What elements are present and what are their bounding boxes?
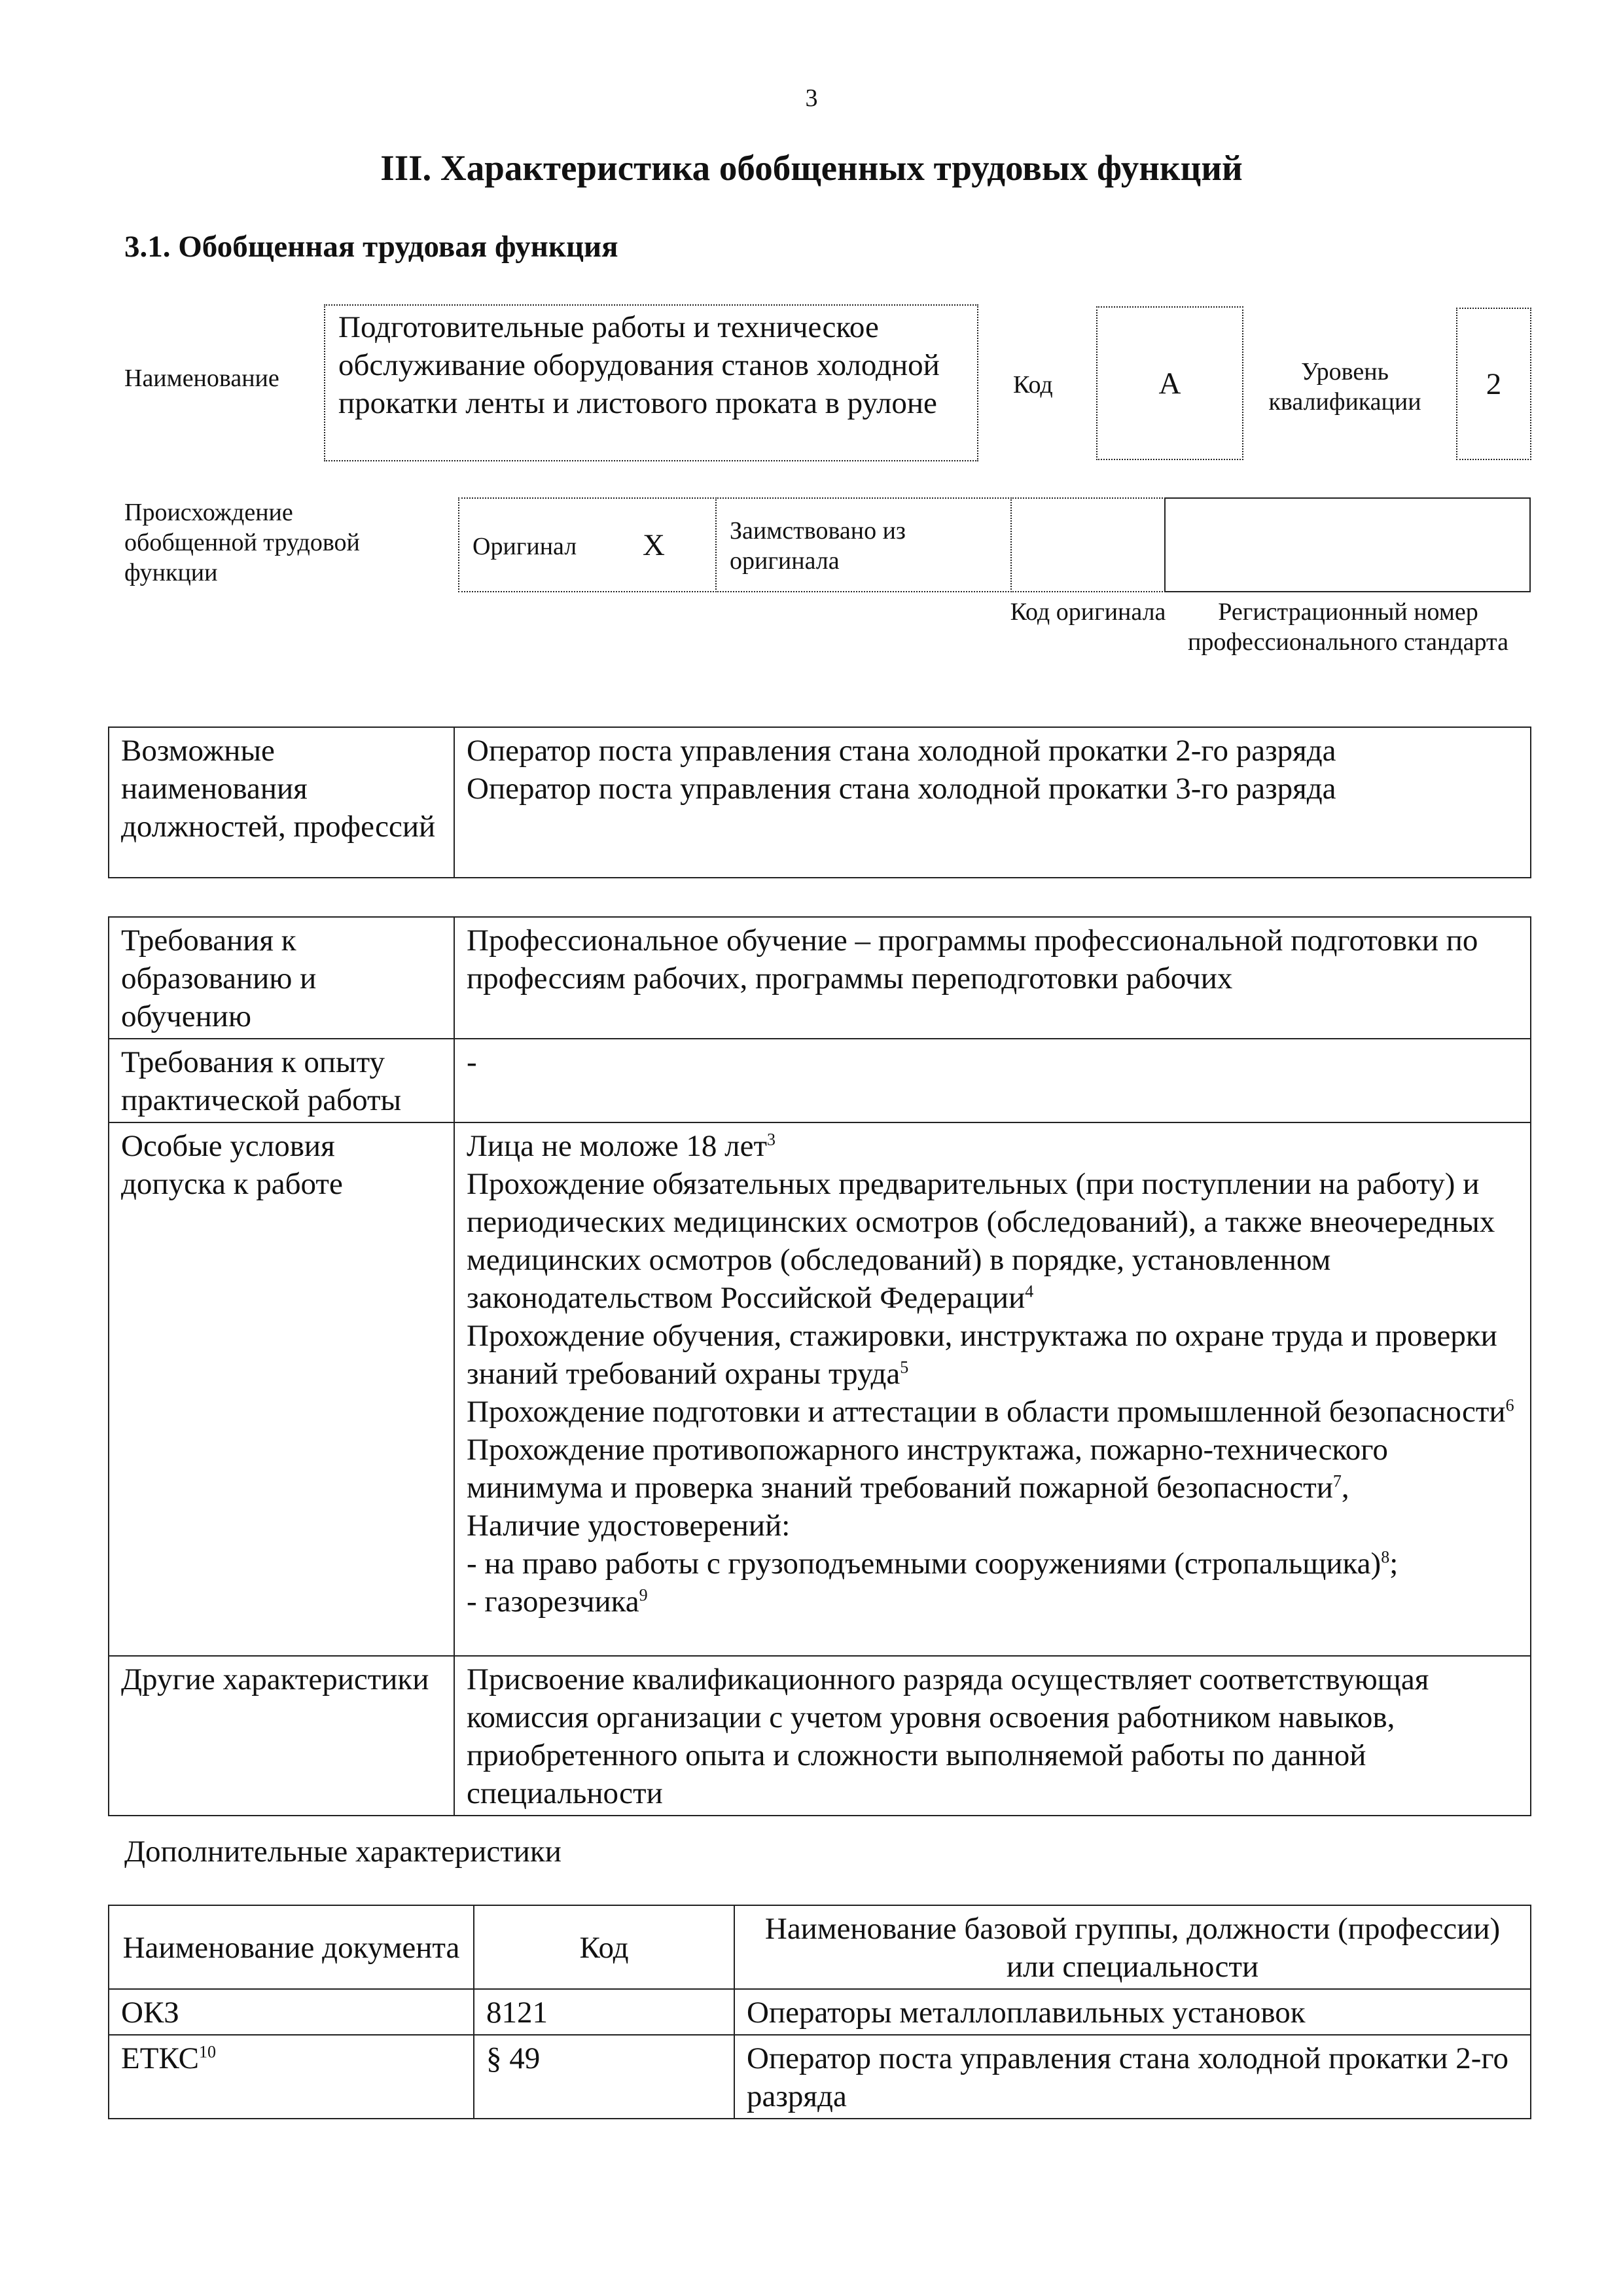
table-row [109, 1122, 1531, 1656]
position-item: Оператор поста управления стана холодной прокатки 3-го разряда [467, 772, 1336, 806]
table-row [109, 1989, 1531, 2035]
subsection-title: 3.1. Обобщенная трудовая функция [124, 230, 618, 264]
req-line: Наличие удостоверений: [467, 1509, 791, 1543]
table-row [109, 1905, 1531, 1989]
positions-table [108, 726, 1531, 878]
positions-label: Возможные наименования должностей, профессий [109, 727, 454, 878]
req-line: - на право работы с грузоподъемными сооружениями (стропальщика)$^8$; [467, 1547, 1399, 1581]
req-label-experience: Требования к опыту практической работы [109, 1039, 454, 1122]
function-name-value: Подготовительные работы и техническое обслуживание оборудования станов холодной прокатки ленты и листового проката в рулоне [338, 310, 940, 420]
row-name: Оператор поста управления стана холодной прокатки 2-го разряда [734, 2035, 1531, 2119]
req-line: Прохождение подготовки и аттестации в области промышленной безопасности$^6$ [467, 1395, 1514, 1429]
row-code: § 49 [474, 2035, 734, 2119]
origin-borrowed-cell [715, 497, 1012, 592]
req-value-other [454, 1656, 1531, 1816]
req-line: Присвоение квалификационного разряда осуществляет соответствующая комиссия организации с учетом уровня освоения работником навыков, приобретенного опыта и сложности выполняемой работы по данной специальности [467, 1662, 1429, 1810]
code-value: А [1158, 366, 1181, 401]
original-mark: X [643, 528, 665, 562]
origin-label: Происхождение обобщенной трудовой функции [124, 499, 360, 586]
req-label-admission: Особые условия допуска к работе [109, 1122, 454, 1656]
positions-values [454, 727, 1531, 878]
header-code: Код [474, 1905, 734, 1989]
header-name: Наименование базовой группы, должности (профессии) или специальности [734, 1905, 1531, 1989]
row-doc: ЕТКС$^{10}$ [109, 2035, 474, 2119]
table-row [109, 1656, 1531, 1816]
origin-original-cell [458, 497, 717, 592]
req-value-experience [454, 1039, 1531, 1122]
borrowed-label: Заимствовано из оригинала [730, 517, 906, 575]
req-line: Прохождение обучения, стажировки, инструктажа по охране труда и проверки знаний требований охраны труда$^5$ [467, 1319, 1497, 1391]
table-row [109, 2035, 1531, 2119]
req-line: Лица не моложе 18 лет$^3$ [467, 1129, 776, 1163]
table-row [109, 917, 1531, 1039]
name-label: Наименование [124, 365, 279, 392]
reg-number-caption: Регистрационный номер профессионального стандарта [1188, 598, 1508, 656]
header-doc: Наименование документа [109, 1905, 474, 1989]
req-line: Прохождение обязательных предварительных (при поступлении на работу) и периодических медицинских осмотров (обследований), а также внеочередных медицинских осмотров (обследований) в порядке, установленном законодательством Российской Федерации$^4$ [467, 1167, 1495, 1315]
code-original-cell [1010, 497, 1166, 592]
code-label: Код [1013, 371, 1053, 399]
req-line: - газорезчика$^9$ [467, 1585, 648, 1619]
position-item: Оператор поста управления стана холодной прокатки 2-го разряда [467, 734, 1336, 768]
requirements-table [108, 916, 1531, 1816]
req-value-education [454, 917, 1531, 1039]
level-value: 2 [1486, 367, 1502, 401]
req-line: Прохождение противопожарного инструктажа, пожарно-технического минимума и проверка знаний требований пожарной безопасности$^7$, [467, 1433, 1388, 1505]
code-original-caption: Код оригинала [1010, 598, 1166, 626]
function-name-box [324, 304, 978, 461]
table-row [109, 1039, 1531, 1122]
level-label: Уровень квалификации [1268, 358, 1421, 416]
req-label-other: Другие характеристики [109, 1656, 454, 1816]
level-value-box [1456, 308, 1531, 460]
req-line: Профессиональное обучение – программы профессиональной подготовки по профессиям рабочих, программы переподготовки рабочих [467, 924, 1478, 996]
row-name: Операторы металлоплавильных установок [734, 1989, 1531, 2035]
row-doc: ОКЗ [109, 1989, 474, 2035]
reg-number-cell [1164, 497, 1531, 592]
row-code: 8121 [474, 1989, 734, 2035]
req-value-admission [454, 1122, 1531, 1656]
req-label-education: Требования к образованию и обучению [109, 917, 454, 1039]
code-value-box [1096, 306, 1243, 460]
additional-title: Дополнительные характеристики [124, 1835, 562, 1869]
additional-table [108, 1905, 1531, 2119]
section-title: III. Характеристика обобщенных трудовых функций [380, 148, 1243, 188]
page-number: 3 [805, 84, 818, 112]
original-label: Оригинал [473, 533, 577, 560]
table-row [109, 727, 1531, 878]
req-line: - [467, 1045, 477, 1079]
